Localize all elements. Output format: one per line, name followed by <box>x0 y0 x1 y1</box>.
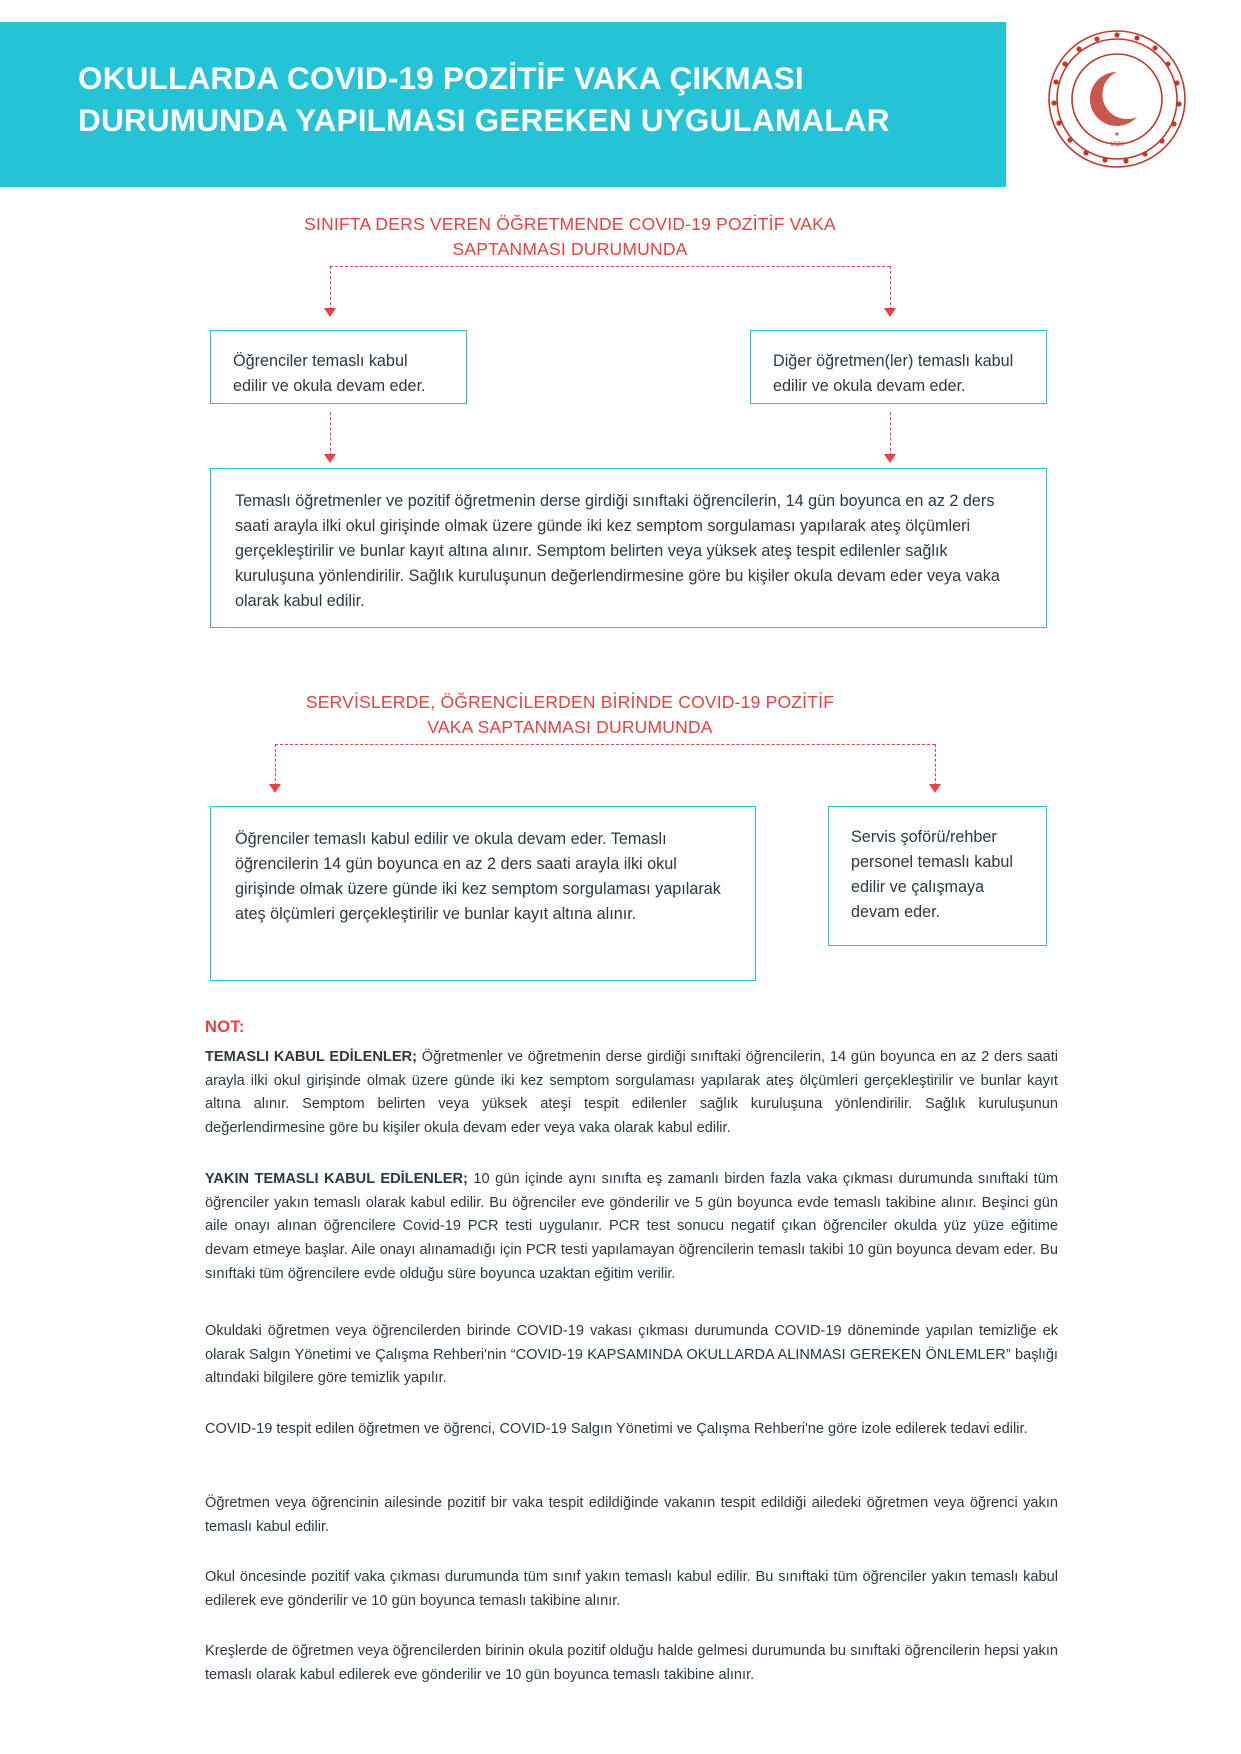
flow1-connector-left-down2 <box>330 412 331 456</box>
note-text-1: Öğretmenler ve öğretmenin derse girdiği sınıftaki öğrencilerin, 14 gün boyunca en az 2 ders saati arayla ilki okul girişinde olmak üzere günde iki kez semptom sorgulaması yapılarak ateş ölçümleri gerçekleştirilir ve bunlar kayıt altına alınır. Semptom belirten veya yüksek ateşi tespit edilenler sağlık kuruluşuna yönlendirilir. Sağlık kuruluşunun değerlendirmesine göre bu kişiler okula devam eder veya vaka olarak kabul edilir. <box>205 1049 1059 1136</box>
flow2-connector-left-down <box>275 744 276 786</box>
note-item-4 <box>205 1418 1058 1442</box>
note-text-2: 10 gün içinde aynı sınıfta eş zamanlı birden fazla vaka çıkması durumunda sınıftaki tüm öğrenciler yakın temaslı olarak kabul edilir. Bu öğrenciler eve gönderilir ve 5 gün boyunca evde temaslı takibine alınır. Beşinci gün aile onayı alınan öğrencilere Covid-19 PCR testi uygulanır. PCR test sonucu negatif çıkan öğrenciler okulda yüz yüze eğitime devam etmeye başlar. Aile onayı alınamadığı için PCR testi yapılamayan öğrencilerin temaslı takibi 10 gün boyunca devam eder. Bu sınıftaki tüm öğrencilere evde olduğu süre boyunca uzaktan eğitim verilir. <box>205 1171 1058 1282</box>
flow2-connector-right-down <box>935 744 936 786</box>
flow1-arrow-left <box>324 308 336 317</box>
svg-text:1920: 1920 <box>1110 141 1124 148</box>
flow1-arrow-right2 <box>884 454 896 463</box>
flow1-connector-right-down <box>890 266 891 310</box>
note-text-4: COVID-19 tespit edilen öğretmen ve öğrenci, COVID-19 Salgın Yönetimi ve Çalışma Rehberi'ne göre izole edilerek tedavi edilir. <box>205 1421 1028 1437</box>
flow2-title: SERVİSLERDE, ÖĞRENCİLERDEN BİRİNDE COVID-19 POZİTİF VAKA SAPTANMASI DURUMUNDA <box>305 692 835 738</box>
flow1-connector-horizontal <box>330 266 890 267</box>
flow1-connector-left-down <box>330 266 331 310</box>
flow1-box-teachers: Diğer öğretmen(ler) temaslı kabul edilir ve okula devam eder. <box>750 330 1047 404</box>
note-item-6 <box>205 1566 1058 1613</box>
note-item-7 <box>205 1640 1058 1687</box>
note-lead-1: TEMASLI KABUL EDİLENLER; <box>205 1049 417 1065</box>
flow1-arrow-right <box>884 308 896 317</box>
flow1-box-students: Öğrenciler temaslı kabul edilir ve okula devam eder. <box>210 330 467 404</box>
flow2-box-students: Öğrenciler temaslı kabul edilir ve okula devam eder. Temaslı öğrencilerin 14 gün boyunca en az 2 ders saati arayla ilki okul girişinde olmak üzere günde iki kez semptom sorgulaması yapılarak ateş ölçümleri gerçekleştirilir ve bunlar kayıt altına alınır. <box>210 806 756 981</box>
flow1-box-summary: Temaslı öğretmenler ve pozitif öğretmenin derse girdiği sınıftaki öğrencilerin, 14 gün boyunca en az 2 ders saati arayla ilki okul girişinde olmak üzere günde iki kez semptom sorgulaması yapılarak ateş ölçümleri gerçekleştirilir ve bunlar kayıt altına alınır. Semptom belirten veya yüksek ateş tespit edilenler sağlık kuruluşuna yönlendirilir. Sağlık kuruluşunun değerlendirmesine göre bu kişiler okula devam eder veya vaka olarak kabul edilir. <box>210 468 1047 628</box>
flow2-connector-horizontal <box>275 744 935 745</box>
flow1-connector-right-down2 <box>890 412 891 456</box>
note-text-7: Kreşlerde de öğretmen veya öğrencilerden birinin okula pozitif olduğu halde gelmesi durumunda bu sınıftaki öğrencilerin hepsi yakın temaslı olarak kabul edilerek eve gönderilir ve 10 gün boyunca temaslı takibine alınır. <box>205 1643 1058 1683</box>
note-text-6: Okul öncesinde pozitif vaka çıkması durumunda tüm sınıf yakın temaslı kabul edilir. Bu sınıftaki tüm öğrenciler yakın temaslı kabul edilerek eve gönderilir ve 10 gün boyunca temaslı takibine alınır. <box>205 1569 1058 1609</box>
svg-text:★: ★ <box>1114 131 1120 138</box>
note-lead-2: YAKIN TEMASLI KABUL EDİLENLER; <box>205 1171 468 1187</box>
flow2-box-driver: Servis şoförü/rehber personel temaslı kabul edilir ve çalışmaya devam eder. <box>828 806 1047 946</box>
flow1-title: SINIFTA DERS VEREN ÖĞRETMENDE COVID-19 POZİTİF VAKA SAPTANMASI DURUMUNDA <box>304 214 836 260</box>
page-title: OKULLARDA COVID-19 POZİTİF VAKA ÇIKMASI DURUMUNDA YAPILMASI GEREKEN UYGULAMALAR <box>78 60 890 138</box>
note-item-5 <box>205 1492 1058 1539</box>
note-item-2 <box>205 1168 1058 1286</box>
note-item-3 <box>205 1320 1058 1391</box>
notes-label: NOT: <box>205 1018 245 1036</box>
note-text-5: Öğretmen veya öğrencinin ailesinde pozitif bir vaka tespit edildiğinde vakanın tespit edildiği ailedeki öğretmen veya öğrenci yakın temaslı kabul edilir. <box>205 1495 1058 1535</box>
flow2-arrow-right <box>929 784 941 793</box>
note-item-1 <box>205 1046 1058 1141</box>
flow1-arrow-left2 <box>324 454 336 463</box>
ministry-emblem-icon <box>1046 28 1188 170</box>
flow2-arrow-left <box>269 784 281 793</box>
note-text-3: Okuldaki öğretmen veya öğrencilerden birinde COVID-19 vakası çıkması durumunda COVID-19 döneminde yapılan temizliğe ek olarak Salgın Yönetimi ve Çalışma Rehberi'nin “COVID-19 KAPSAMINDA OKULLARDA ALINMASI GEREKEN ÖNLEMLER” başlığı altındaki bilgilere göre temizlik yapılır. <box>205 1323 1058 1387</box>
